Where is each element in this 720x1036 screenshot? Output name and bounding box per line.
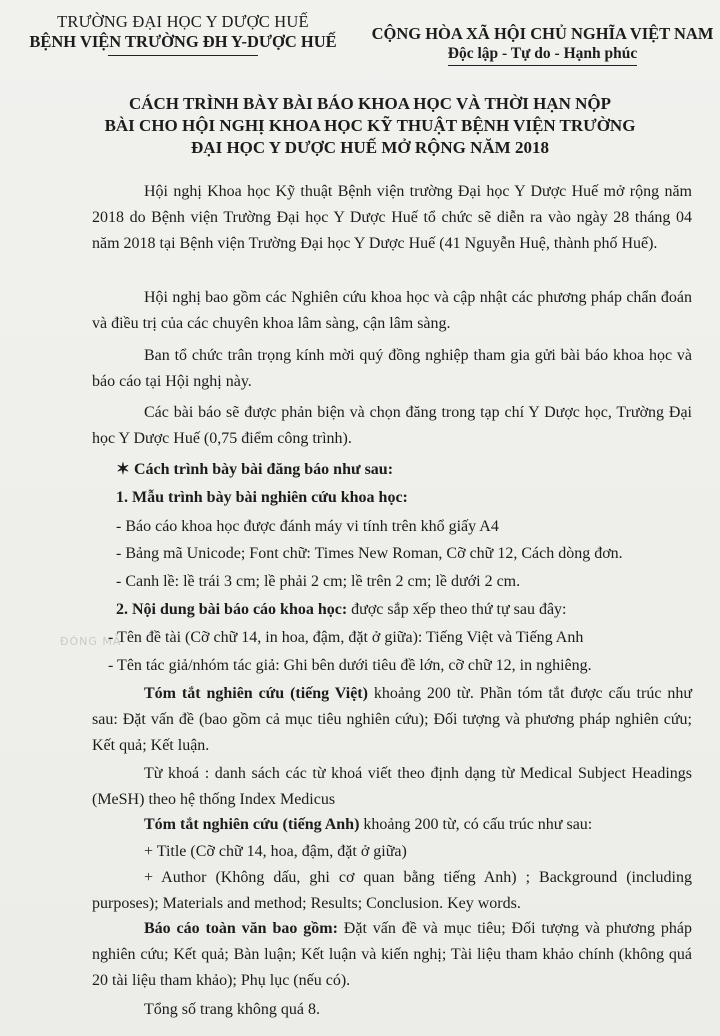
full-report-label: Báo cáo toàn văn bao gồm:	[144, 920, 338, 937]
section-2-heading	[116, 597, 716, 623]
abstract-en-paragraph	[92, 812, 692, 838]
abstract-vi-label: Tóm tắt nghiên cứu (tiếng Việt)	[144, 685, 368, 702]
abstract-en-bullet-2: + Author (Không dấu, ghi cơ quan bằng tiếng Anh) ; Background (including purposes); Materials and method; Results; Conclusion. Key words.	[92, 869, 692, 912]
total-pages-line: Tổng số trang không quá 8.	[144, 1001, 320, 1018]
review-paragraph: Các bài báo sẽ được phản biện và chọn đăng trong tạp chí Y Dược học, Trường Đại học Y Dược Huế (0,75 điểm công trình).	[92, 404, 692, 447]
section-2-heading-rest: được sắp xếp theo thứ tự sau đây:	[347, 601, 567, 618]
faint-stamp: ĐÓNG MẪ	[60, 635, 122, 648]
scope-paragraph: Hội nghị bao gồm các Nghiên cứu khoa học và cập nhật các phương pháp chẩn đoán và điều trị của các chuyên khoa lâm sàng, cận lâm sàng.	[92, 289, 692, 332]
section-2-bullet-2: - Tên tác giả/nhóm tác giả: Ghi bên dưới tiêu đề lớn, cỡ chữ 12, in nghiêng.	[108, 657, 592, 674]
document-title	[40, 93, 700, 159]
hospital-name: BỆNH VIỆN TRƯỜNG ĐH Y-DƯỢC HUẾ	[29, 32, 337, 51]
national-motto-header	[370, 24, 715, 66]
section-2-heading-bold: 2. Nội dung bài báo cáo khoa học:	[116, 601, 348, 618]
full-report-text: Đặt vấn đề và mục tiêu; Đối tượng và phương pháp nghiên cứu; Kết quả; Bàn luận; Kết luận và kiến nghị; Tài liệu tham khảo chính (không quá 20 tài liệu tham khảo); Phụ lục (nếu có).	[92, 920, 692, 989]
header-rule	[108, 55, 258, 56]
abstract-en-bullet-1: + Title (Cỡ chữ 14, hoa, đậm, đặt ở giữa)	[144, 843, 407, 860]
format-heading-text: Cách trình bày bài đăng báo như sau:	[134, 461, 394, 478]
intro-paragraph: Hội nghị Khoa học Kỹ thuật Bệnh viện trường Đại học Y Dược Huế mở rộng năm 2018 do Bệnh viện Trường Đại học Y Dược Huế tổ chức sẽ diễn ra vào ngày 28 tháng 04 năm 2018 tại Bệnh viện Trường Đại học Y Dược Huế (41 Nguyễn Huệ, thành phố Huế).	[92, 183, 692, 252]
star-bullet-icon: ✶	[116, 461, 130, 478]
abstract-en-label: Tóm tắt nghiên cứu (tiếng Anh)	[144, 816, 360, 833]
section-1-bullet-1: - Báo cáo khoa học được đánh máy vi tính trên khổ giấy A4	[116, 518, 499, 535]
section-1-heading: 1. Mẫu trình bày bài nghiên cứu khoa học:	[116, 489, 408, 506]
section-2-bullet-1: - Tên đề tài (Cỡ chữ 14, in hoa, đậm, đặt ở giữa): Tiếng Việt và Tiếng Anh	[108, 629, 584, 646]
abstract-en-text: khoảng 200 từ, có cấu trúc như sau:	[359, 816, 593, 833]
format-heading	[116, 457, 716, 483]
motto: Độc lập - Tự do - Hạnh phúc	[448, 44, 637, 66]
invitation-paragraph: Ban tổ chức trân trọng kính mời quý đồng nghiệp tham gia gửi bài báo khoa học và báo cáo tại Hội nghị này.	[92, 347, 692, 390]
title-line-1: CÁCH TRÌNH BÀY BÀI BÁO KHOA HỌC VÀ THỜI HẠN NỘP	[128, 94, 612, 113]
full-report-paragraph	[92, 916, 692, 994]
section-1-bullet-3: - Canh lề: lề trái 3 cm; lề phải 2 cm; lề trên 2 cm; lề dưới 2 cm.	[116, 573, 521, 590]
abstract-vi-paragraph	[92, 681, 692, 759]
title-line-2: BÀI CHO HỘI NGHỊ KHOA HỌC KỸ THUẬT BỆNH VIỆN TRƯỜNG	[104, 116, 636, 135]
country-name: CỘNG HÒA XÃ HỘI CHỦ NGHĨA VIỆT NAM	[371, 24, 714, 43]
title-line-3: ĐẠI HỌC Y DƯỢC HUẾ MỞ RỘNG NĂM 2018	[191, 138, 549, 157]
section-1-bullet-2: - Bảng mã Unicode; Font chữ: Times New Roman, Cỡ chữ 12, Cách dòng đơn.	[116, 545, 623, 562]
institution-header	[28, 12, 338, 56]
keywords-paragraph: Từ khoá : danh sách các từ khoá viết theo định dạng từ Medical Subject Headings (MeSH) theo hệ thống Index Medicus	[92, 765, 692, 808]
university-name: TRƯỜNG ĐẠI HỌC Y DƯỢC HUẾ	[57, 12, 309, 31]
abstract-vi-text: khoảng 200 từ. Phần tóm tắt được cấu trúc như sau: Đặt vấn đề (bao gồm cả mục tiêu nghiên cứu); Đối tượng và phương pháp nghiên cứu; Kết quả; Kết luận.	[92, 685, 692, 754]
